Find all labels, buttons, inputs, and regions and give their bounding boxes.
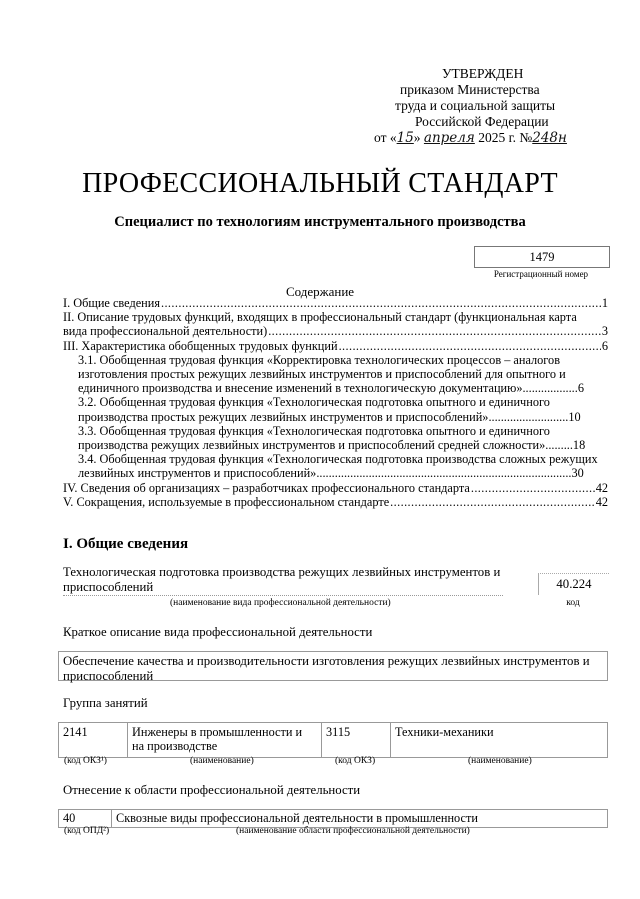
- section-title: I. Общие сведения: [63, 536, 189, 552]
- handwritten-day: 15: [396, 130, 414, 146]
- okz-name-caption: (наименование): [468, 756, 532, 766]
- approval-line4: Российской Федерации: [415, 114, 549, 129]
- okz-code-cell: 3115: [322, 723, 391, 758]
- toc-page: 42: [595, 494, 608, 509]
- toc-item-text: 3.3. Обобщенная трудовая функция «Технологическая подготовка опытного и единичного производства режущих лезвийных инструментов и приспособлений средней сложности»: [78, 423, 550, 453]
- okz-code-caption: (код ОКЗ): [335, 756, 376, 766]
- okz-code-cell: 2141: [59, 723, 128, 758]
- professional-area-label: Отнесение к области профессиональной деятельности: [63, 783, 361, 797]
- table-of-contents: [63, 296, 608, 509]
- table-row: [59, 723, 608, 758]
- toc-page: 18: [572, 438, 586, 453]
- toc-item-text: I. Общие сведения: [63, 296, 160, 310]
- okz-name-cell: Инженеры в промышленности и на производстве: [128, 723, 322, 758]
- opd-code-cell: 40: [59, 810, 112, 828]
- handwritten-number: 248н: [532, 130, 567, 146]
- toc-dot-leader: [161, 296, 601, 310]
- toc-item[interactable]: [63, 310, 608, 338]
- toc-dot-leader: [471, 481, 595, 495]
- occupation-group-table: [58, 722, 608, 758]
- table-row: [59, 810, 608, 828]
- toc-item[interactable]: [63, 395, 608, 423]
- brief-description-label: Краткое описание вида профессиональной деятельности: [63, 625, 373, 639]
- toc-page: 10: [568, 409, 581, 424]
- approval-block: [340, 66, 600, 146]
- registration-label: Регистрационный номер: [493, 269, 589, 279]
- activity-code: 40.224: [538, 573, 609, 595]
- toc-dot-leader: [390, 495, 595, 509]
- approval-line2: приказом Министерства: [400, 82, 540, 97]
- toc-page: 3: [601, 324, 608, 339]
- toc-item-text-cont: вида профессиональной деятельности): [63, 324, 268, 339]
- okz-code-caption: (код ОКЗ¹): [64, 756, 107, 766]
- toc-item[interactable]: [63, 424, 608, 452]
- toc-item-text: V. Сокращения, используемые в профессиональном стандарте: [63, 494, 390, 509]
- okz-name-caption: (наименование): [190, 756, 254, 766]
- handwritten-month: апреля: [423, 130, 475, 146]
- page-subtitle: Специалист по технологиям инструментального производства: [114, 214, 526, 230]
- toc-page: 6: [601, 338, 608, 353]
- toc-dot-leader: [268, 324, 601, 338]
- activity-caption: (наименование вида профессиональной деятельности): [170, 598, 391, 608]
- activity-underline: [63, 595, 503, 596]
- date-year: 2025 г. №: [474, 130, 533, 145]
- toc-item[interactable]: [63, 296, 608, 310]
- toc-page: 30: [571, 466, 584, 481]
- activity-code-caption: код: [566, 598, 580, 608]
- toc-item[interactable]: [63, 452, 608, 480]
- toc-item[interactable]: [63, 339, 608, 353]
- opd-name-caption: (наименование области профессиональной деятельности): [236, 826, 470, 836]
- toc-page: 6: [577, 381, 584, 396]
- toc-item-text: IV. Сведения об организациях – разработчиках профессионального стандарта: [63, 480, 470, 495]
- toc-heading: Содержание: [285, 284, 355, 299]
- approval-line1: УТВЕРЖДЕН: [442, 66, 524, 81]
- toc-item-text: 3.1. Обобщенная трудовая функция «Корректировка технологических процессов – аналогов изготовления простых режущих лезвийных инструментов и приспособлений для опытного и единичного производства и внесение изменений в технологическую документацию»: [78, 352, 566, 396]
- page-title: ПРОФЕССИОНАЛЬНЫЙ СТАНДАРТ: [82, 168, 558, 199]
- toc-dot-leader: ...................................................................................: [316, 466, 572, 481]
- toc-item-text: 3.4. Обобщенная трудовая функция «Технологическая подготовка производства сложных режущих лезвийных инструментов и приспособлений»: [78, 452, 598, 481]
- toc-page: 42: [595, 480, 608, 495]
- toc-dot-leader: ..........................: [488, 409, 569, 424]
- toc-item-text: 3.2. Обобщенная трудовая функция «Технологическая подготовка опытного и единичного производства простых режущих лезвийных инструментов и приспособлений»: [78, 395, 550, 424]
- activity-name: Технологическая подготовка производства режущих лезвийных инструментов и приспособлений: [63, 565, 501, 594]
- toc-item-text: III. Характеристика обобщенных трудовых функций: [63, 338, 338, 353]
- toc-item[interactable]: [63, 353, 608, 396]
- date-prefix: от «: [374, 130, 397, 145]
- toc-dot-leader: [339, 339, 601, 353]
- toc-dot-leader: .........: [545, 438, 573, 453]
- opd-name-cell: Сквозные виды профессиональной деятельности в промышленности: [112, 810, 608, 828]
- approval-date: [340, 130, 600, 146]
- approval-line3: труда и социальной защиты: [395, 98, 556, 113]
- toc-item-text: II. Описание трудовых функций, входящих в профессиональный стандарт (функциональная карта: [63, 310, 577, 325]
- brief-description-box: Обеспечение качества и производительности изготовления режущих лезвийных инструментов и приспособлений: [58, 651, 608, 681]
- toc-item[interactable]: [63, 481, 608, 495]
- toc-page: 1: [601, 296, 608, 310]
- opd-code-caption: (код ОПД²): [64, 826, 110, 836]
- toc-dot-leader: ..................: [522, 381, 578, 396]
- registration-number: 1479: [474, 246, 610, 268]
- toc-item[interactable]: [63, 495, 608, 509]
- date-mid: »: [413, 130, 424, 145]
- okz-name-cell: Техники-механики: [391, 723, 608, 758]
- occupation-group-label: Группа занятий: [63, 696, 148, 710]
